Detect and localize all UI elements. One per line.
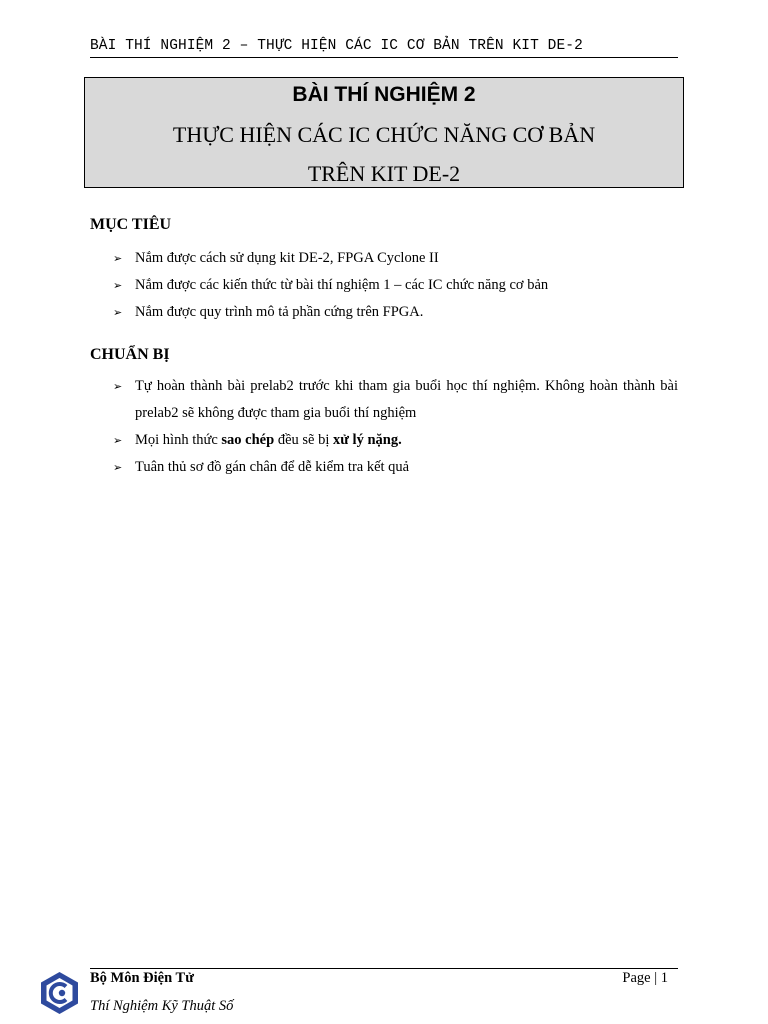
list-item: ➢ Tự hoàn thành bài prelab2 trước khi tham gia buổi học thí nghiệm. Không hoàn thành bài prelab2 sẽ không được tham gia buổi thí nghiệm: [113, 373, 678, 427]
footer-department: Bộ Môn Điện Tử: [90, 970, 194, 986]
lab-subtitle-line1: THỰC HIỆN CÁC IC CHỨC NĂNG CƠ BẢN: [172, 122, 596, 147]
preparation-heading: CHUẨN BỊ: [90, 346, 170, 363]
arrowhead-bullet-icon: ➢: [113, 252, 123, 265]
list-item: ➢ Nắm được cách sử dụng kit DE-2, FPGA Cyclone II: [113, 245, 678, 272]
arrowhead-bullet-icon: ➢: [113, 461, 123, 474]
arrowhead-bullet-icon: ➢: [113, 380, 123, 393]
list-item: ➢ Nắm được các kiến thức từ bài thí nghiệm 1 – các IC chức năng cơ bản: [113, 272, 678, 299]
title-box: [84, 77, 684, 188]
running-header: BÀI THÍ NGHIỆM 2 – THỰC HIỆN CÁC IC CƠ BẢN TRÊN KIT DE-2: [90, 38, 678, 58]
arrowhead-bullet-icon: ➢: [113, 279, 123, 292]
lab-number-title: BÀI THÍ NGHIỆM 2: [292, 83, 476, 106]
footer-rule: [90, 968, 678, 969]
list-item: ➢ Tuân thủ sơ đồ gán chân để dễ kiểm tra kết quả: [113, 454, 678, 481]
list-item: ➢ Mọi hình thức sao chép đều sẽ bị xử lý nặng.: [113, 427, 678, 454]
footer-course-name: Thí Nghiệm Kỹ Thuật Số: [90, 998, 234, 1014]
objectives-heading: MỤC TIÊU: [90, 216, 172, 233]
preparation-list: [113, 373, 678, 481]
objectives-list: [113, 245, 678, 326]
arrowhead-bullet-icon: ➢: [113, 306, 123, 319]
arrowhead-bullet-icon: ➢: [113, 434, 123, 447]
lab-subtitle-line2: TRÊN KIT DE-2: [307, 161, 461, 186]
department-logo-icon: [40, 971, 79, 1015]
list-item: ➢ Nắm được quy trình mô tả phần cứng trên FPGA.: [113, 299, 678, 326]
page-number: Page | 1: [622, 970, 668, 986]
